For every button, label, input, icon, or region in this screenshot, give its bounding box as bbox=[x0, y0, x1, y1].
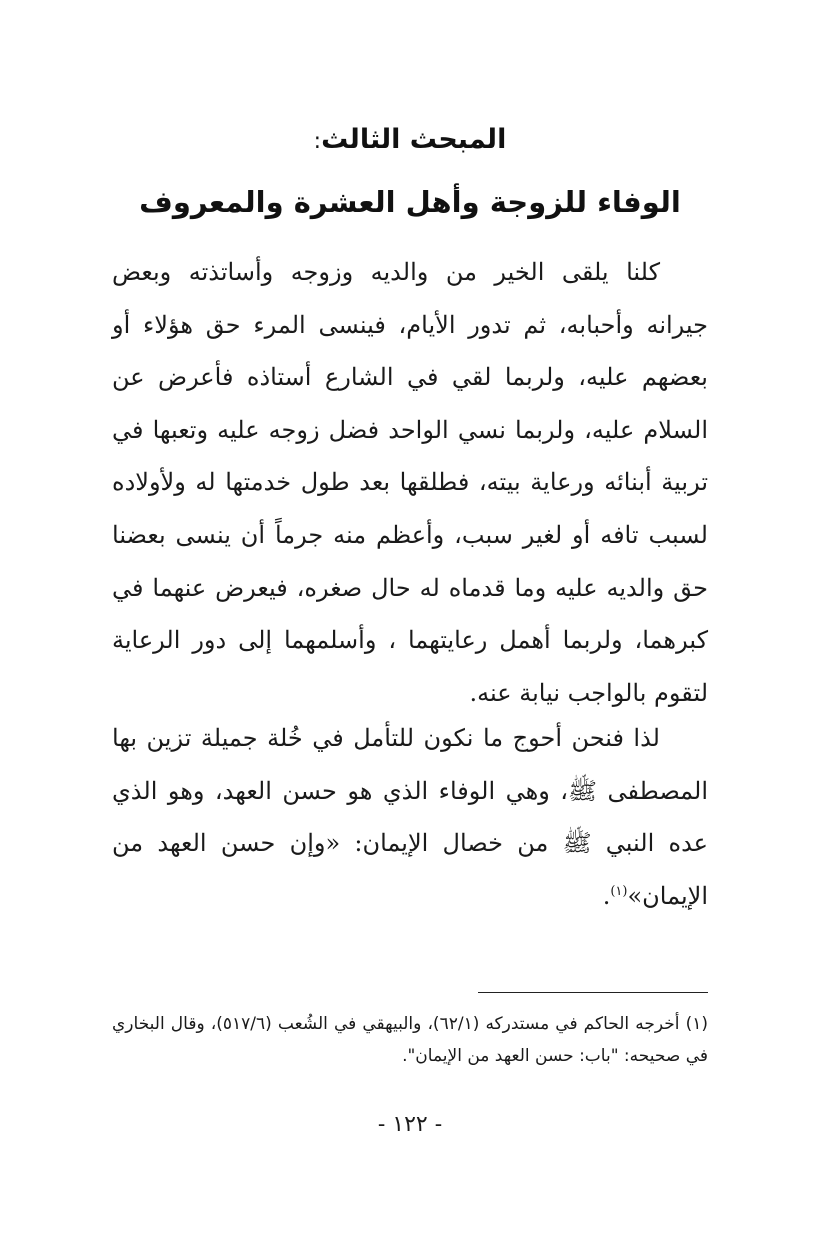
section-heading-text: المبحث الثالث bbox=[321, 124, 507, 155]
paragraph-1: كلنا يلقى الخير من والديه وزوجه وأساتذته وبعض جيرانه وأحبابه، ثم تدور الأيام، فينسى المرء حق هؤلاء أو بعضهم عليه، ولربما لقي في الشارع أستاذه فأعرض عن السلام عليه، ولربما نسي الواحد فضل زوجه عليه وتعبها في تربية أبنائه ورعاية بيته، فطلقها بعد طول خدمتها له ولأولاده لسبب تافه أو لغير سبب، وأعظم منه جرماً أن ينسى بعضنا حق والديه عليه وما قدماه له حال صغره، فيعرض عنهما في كبرهما، ولربما أهمل رعايتهما ، وأسلمهما إلى دور الرعاية لتقوم بالواجب نيابة عنه. bbox=[112, 258, 708, 707]
paragraph-2 bbox=[112, 712, 708, 922]
chapter-title: الوفاء للزوجة وأهل العشرة والمعروف bbox=[139, 185, 681, 219]
page-number: - ١٢٢ - bbox=[377, 1112, 443, 1137]
paragraph-2-end: . bbox=[602, 881, 611, 910]
footnote: (١) أخرجه الحاكم في مستدركه (٦٢/١)، والبيهقي في الشُعب (٥١٧/٦)، وقال البخاري في صحيحه: "باب: حسن العهد من الإيمان". bbox=[112, 1014, 708, 1066]
book-page bbox=[112, 0, 708, 1240]
paragraph-2-text: لذا فنحن أحوج ما نكون للتأمل في خُلة جميلة تزين بها المصطفى ﷺ، وهي الوفاء الذي هو حسن العهد، وهو الذي عده النبي ﷺ من خصال الإيمان: «وإن حسن العهد من الإيمان» bbox=[112, 724, 708, 910]
section-heading bbox=[112, 118, 708, 164]
footnote-reference[interactable]: (١) bbox=[610, 883, 628, 899]
section-heading-colon: : bbox=[313, 129, 322, 154]
footnote-divider bbox=[478, 992, 708, 993]
